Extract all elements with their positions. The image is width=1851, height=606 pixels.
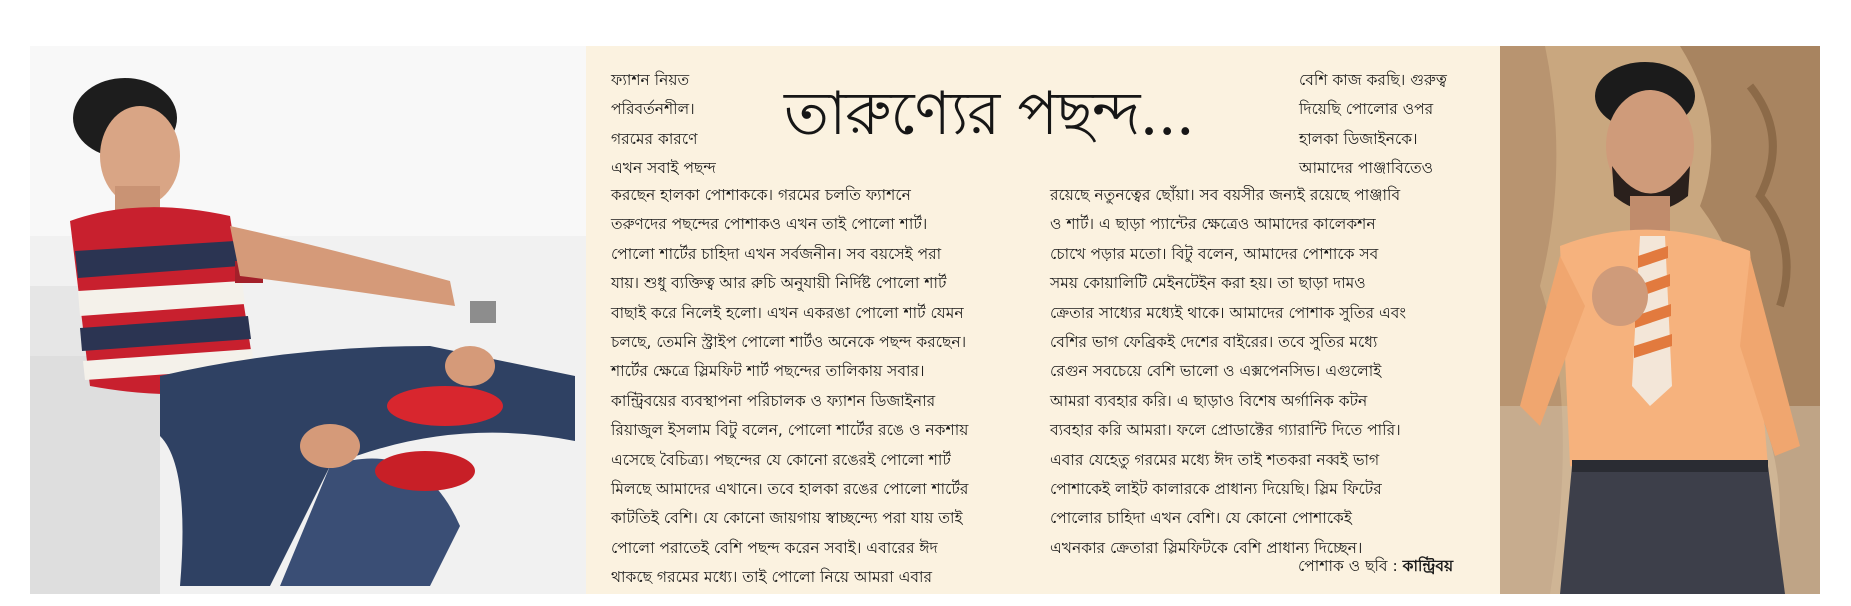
text-line: রেগুন সবচেয়ে বেশি ভালো ও এক্সপেনসিভ। এগুলোই	[1050, 362, 1382, 381]
text-line: কান্ট্রিবয়ের ব্যবস্থাপনা পরিচালক ও ফ্যাশন ডিজাইনার	[611, 391, 936, 410]
left-column-body	[611, 181, 968, 592]
text-line: তরুণদের পছন্দের পোশাকও এখন তাই পোলো শার্ট।	[611, 215, 928, 234]
text-line: মিলছে আমাদের এখানে। তবে হালকা রঙের পোলো শার্টের	[611, 479, 969, 498]
text-line: পোলোর চাহিদা এখন বেশি। যে কোনো পোশাকেই	[1050, 509, 1352, 528]
text-line: আমরা ব্যবহার করি। এ ছাড়াও বিশেষ অর্গানিক কটন	[1050, 391, 1368, 410]
right-model-photo	[1500, 46, 1820, 594]
credit-name: কান্ট্রিবয়	[1402, 557, 1454, 575]
text-line: হালকা ডিজাইনকে।	[1299, 129, 1418, 148]
text-line: পরিবর্তনশীল।	[611, 100, 695, 119]
right-column-body	[1050, 181, 1406, 563]
right-column-intro	[1299, 66, 1447, 184]
text-line: এখনকার ক্রেতারা স্লিমফিটকে বেশি প্রাধান্য দিচ্ছেন।	[1050, 538, 1363, 557]
credit-label: পোশাক ও ছবি :	[1298, 557, 1398, 575]
text-line: রয়েছে নতুনত্বের ছোঁয়া। সব বয়সীর জন্যই রয়েছে পাঞ্জাবি	[1050, 186, 1401, 204]
text-line: চলছে, তেমনি স্ট্রাইপ পোলো শার্টও অনেকে পছন্দ করছেন।	[611, 332, 967, 351]
text-line: এবার যেহেতু গরমের মধ্যে ঈদ তাই শতকরা নব্বই ভাগ	[1050, 450, 1380, 469]
text-line: পোশাকেই লাইট কালারকে প্রাধান্য দিয়েছি। স্লিম ফিটের	[1050, 479, 1382, 498]
text-line: ও শার্ট। এ ছাড়া প্যান্টের ক্ষেত্রেও আমাদের কালেকশন	[1050, 215, 1376, 234]
text-line: ফ্যাশন নিয়ত	[611, 71, 690, 89]
text-line: গরমের কারণে	[611, 129, 698, 148]
left-column-intro	[611, 66, 716, 184]
text-line: শার্টের ক্ষেত্রে স্লিমফিট শার্ট পছন্দের তালিকায় সবার।	[611, 362, 925, 381]
text-line: কাটতিই বেশি। যে কোনো জায়গায় স্বাচ্ছন্দ্যে পরা যায় তাই	[611, 509, 963, 528]
text-line: বাছাই করে নিলেই হলো। এখন একরঙা পোলো শার্ট যেমন	[611, 303, 964, 322]
text-line: ক্রেতার সাধ্যের মধ্যেই থাকে। আমাদের পোশাক সুতির এবং	[1050, 303, 1407, 322]
text-line: পোলো শার্টের চাহিদা এখন সর্বজনীন। সব বয়সেই পরা	[611, 244, 942, 263]
text-line: বেশির ভাগ ফেব্রিকই দেশের বাইরের। তবে সুতির মধ্যে	[1050, 332, 1378, 351]
text-line: পোলো পরাতেই বেশি পছন্দ করেন সবাই। এবারের ঈদ	[611, 538, 938, 557]
text-line: থাকছে গরমের মধ্যে। তাই পোলো নিয়ে আমরা এবার	[611, 568, 933, 587]
article-panel	[586, 46, 1500, 594]
text-line: চোখে পড়ার মতো। বিটু বলেন, আমাদের পোশাকে সব	[1050, 244, 1379, 263]
text-line: দিয়েছি পোলোর ওপর	[1299, 100, 1434, 119]
text-line: যায়। শুধু ব্যক্তিত্ব আর রুচি অনুযায়ী নির্দিষ্ট পোলো শার্ট	[611, 274, 947, 293]
text-line: রিয়াজুল ইসলাম বিটু বলেন, পোলো শার্টের রঙে ও নকশায়	[611, 421, 969, 440]
photo-credit	[1298, 554, 1453, 580]
text-line: ব্যবহার করি আমরা। ফলে প্রোডাক্টের গ্যারান্টি দিতে পারি।	[1050, 421, 1401, 440]
article-title: তারুণ্যের পছন্দ...	[784, 79, 1194, 149]
text-line: আমাদের পাঞ্জাবিতেও	[1299, 159, 1434, 178]
text-line: করছেন হালকা পোশাককে। গরমের চলতি ফ্যাশনে	[611, 186, 911, 204]
left-model-photo	[30, 46, 586, 594]
text-line: এসেছে বৈচিত্র্য। পছন্দের যে কোনো রঙেরই পোলো শার্ট	[611, 450, 951, 469]
text-line: বেশি কাজ করছি। গুরুত্ব	[1299, 71, 1447, 89]
text-line: এখন সবাই পছন্দ	[611, 159, 716, 178]
text-line: সময় কোয়ালিটি মেইনটেইন করা হয়। তা ছাড়া দামও	[1050, 274, 1366, 293]
